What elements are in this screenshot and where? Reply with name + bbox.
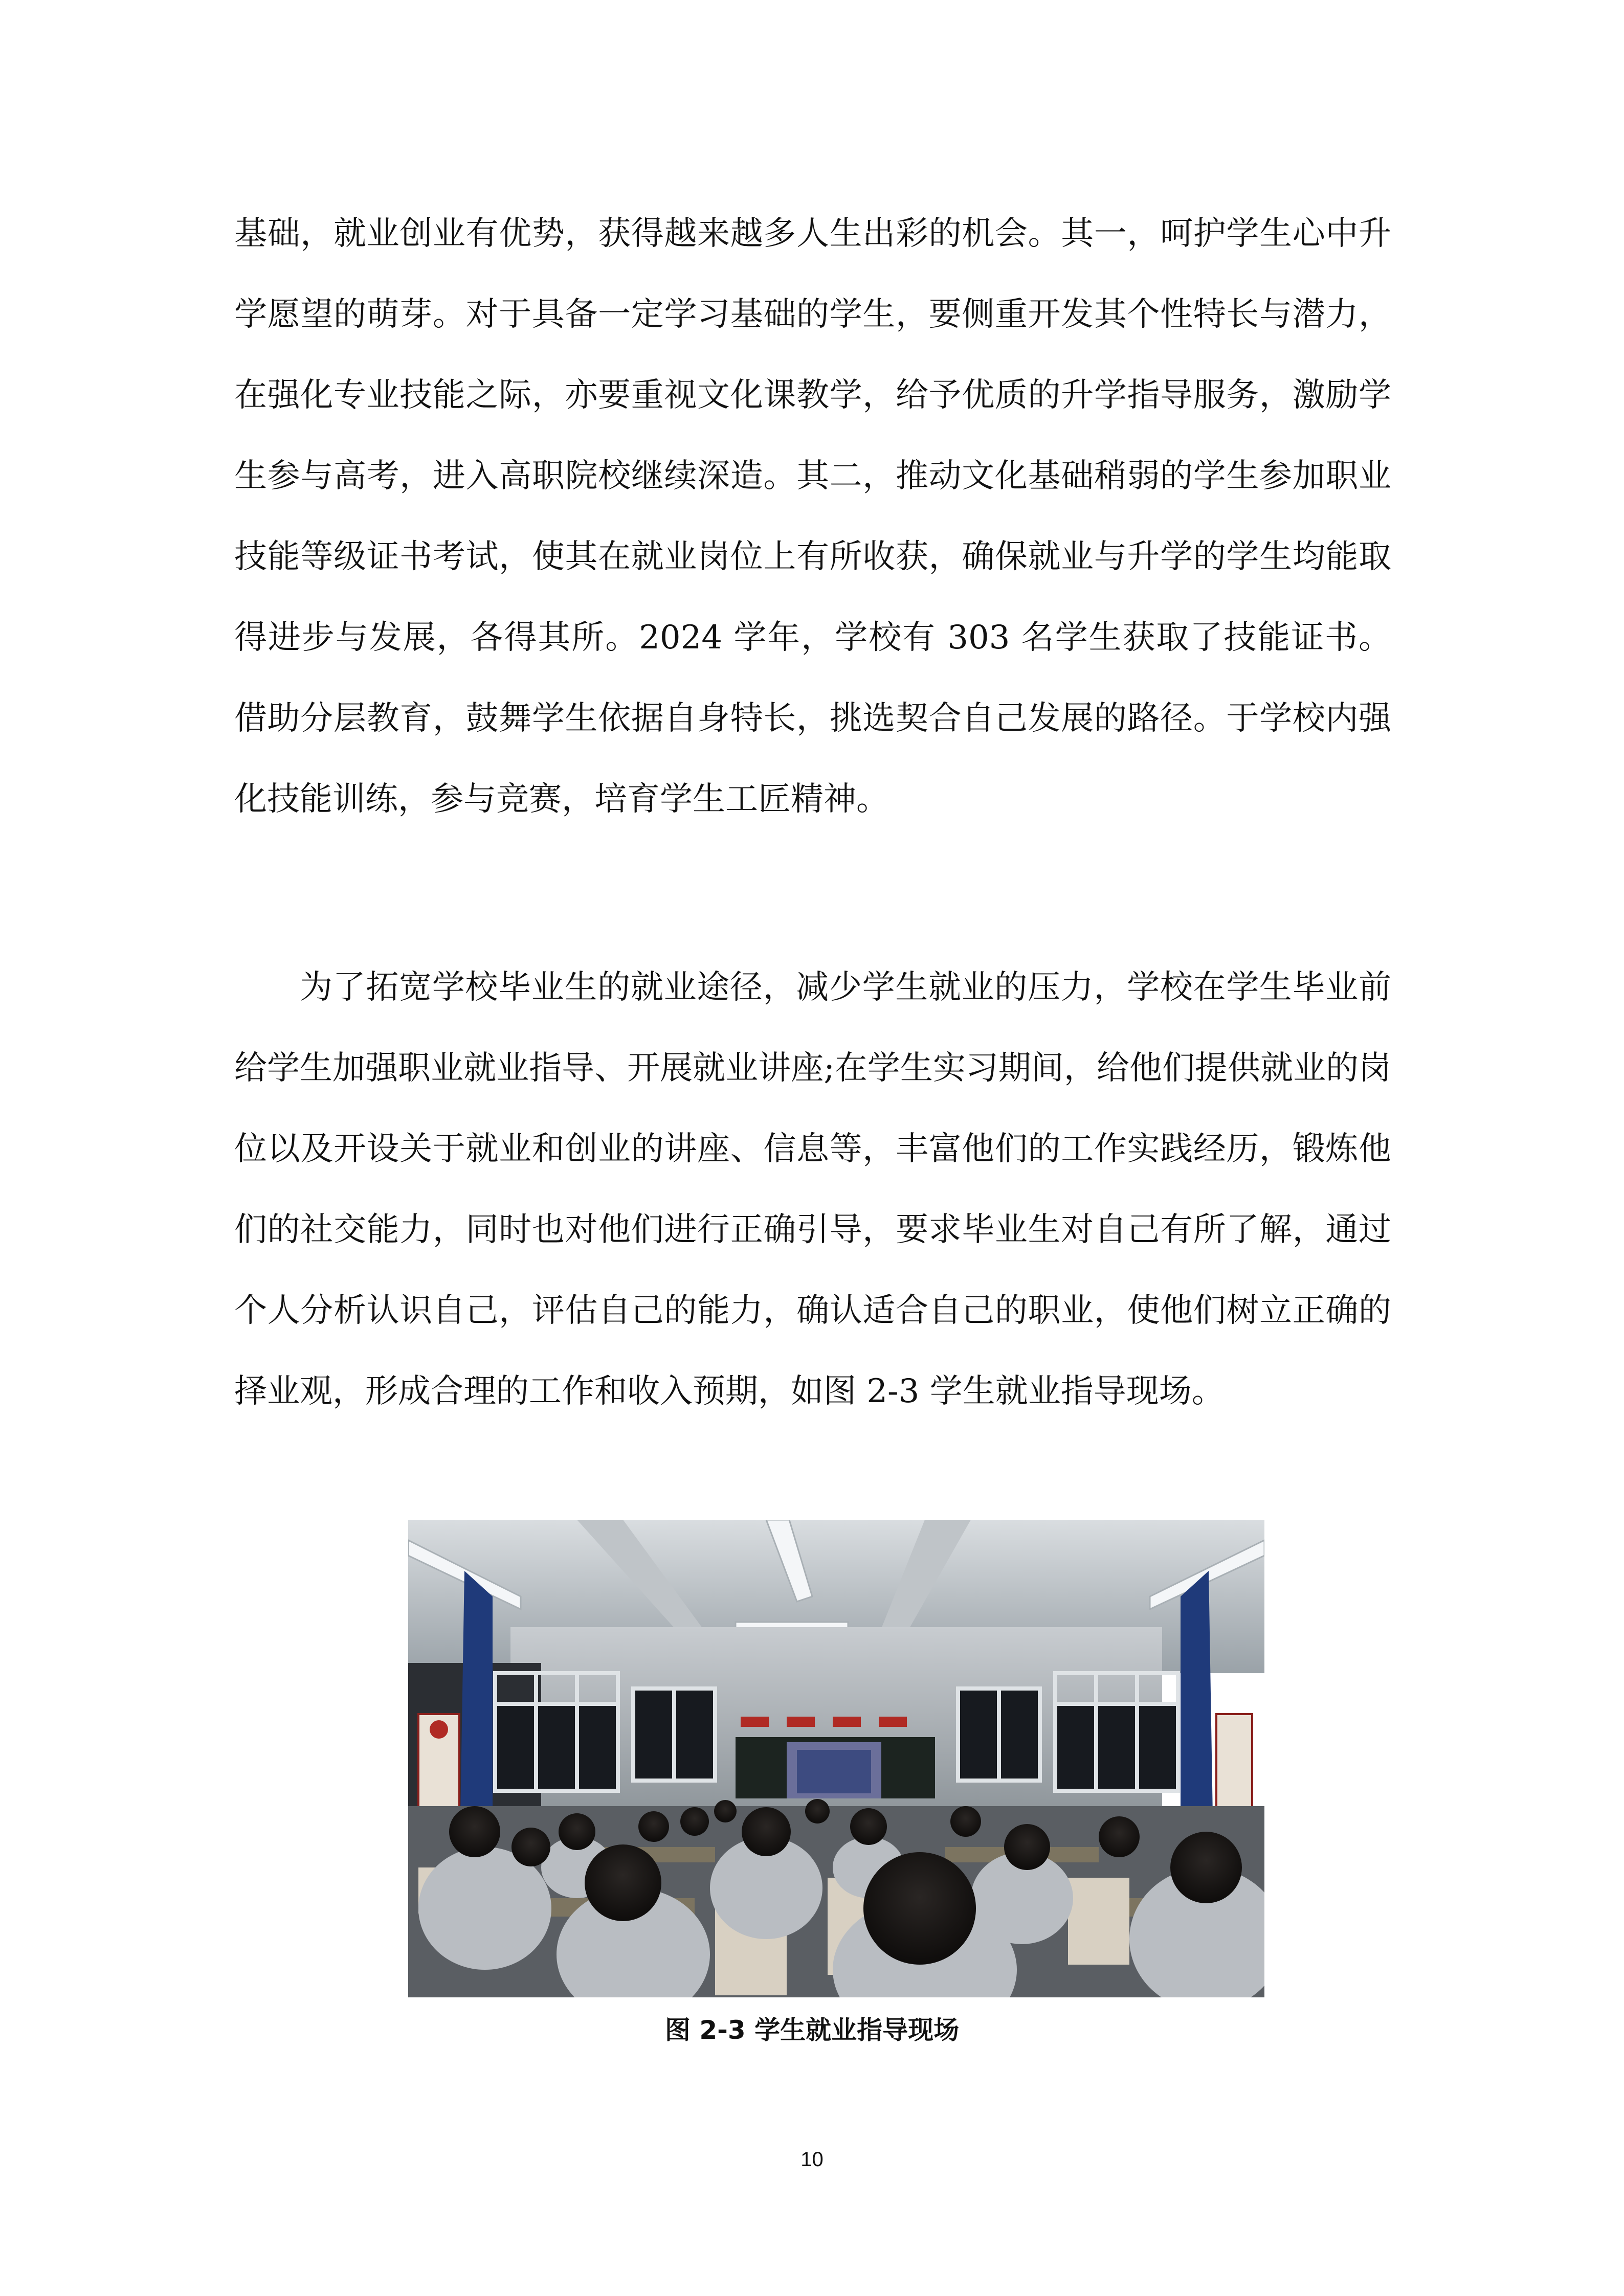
classroom-photo (408, 1520, 1264, 1997)
body-paragraph-1: 基础，就业创业有优势，获得越来越多人生出彩的机会。其一，呵护学生心中升学愿望的萌芽。对于具备一定学习基础的学生，要侧重开发其个性特长与潜力，在强化专业技能之际，亦要重视文化课教学，给予优质的升学指导服务，激励学生参与高考，进入高职院校继续深造。其二，推动文化基础稍弱的学生参加职业技能等级证书考试，使其在就业岗位上有所收获，确保就业与升学的学生均能取得进步与发展，各得其所。2024 学年，学校有 303 名学生获取了技能证书。借助分层教育，鼓舞学生依据自身特长，挑选契合自己发展的路径。于学校内强化技能训练，参与竞赛，培育学生工匠精神。 (234, 215, 1391, 818)
body-paragraph-2: 为了拓宽学校毕业生的就业途径，减少学生就业的压力，学校在学生毕业前给学生加强职业就业指导、开展就业讲座;在学生实习期间，给他们提供就业的岗位以及开设关于就业和创业的讲座、信息等，丰富他们的工作实践经历，锻炼他们的社交能力，同时也对他们进行正确引导，要求毕业生对自己有所了解，通过个人分析认识自己，评估自己的能力，确认适合自己的职业，使他们树立正确的择业观，形成合理的工作和收入预期，如图 2-3 学生就业指导现场。 (234, 969, 1391, 1410)
figure-caption: 图 2-3 学生就业指导现场 (664, 2015, 960, 2045)
page-number: 10 (800, 2148, 824, 2171)
